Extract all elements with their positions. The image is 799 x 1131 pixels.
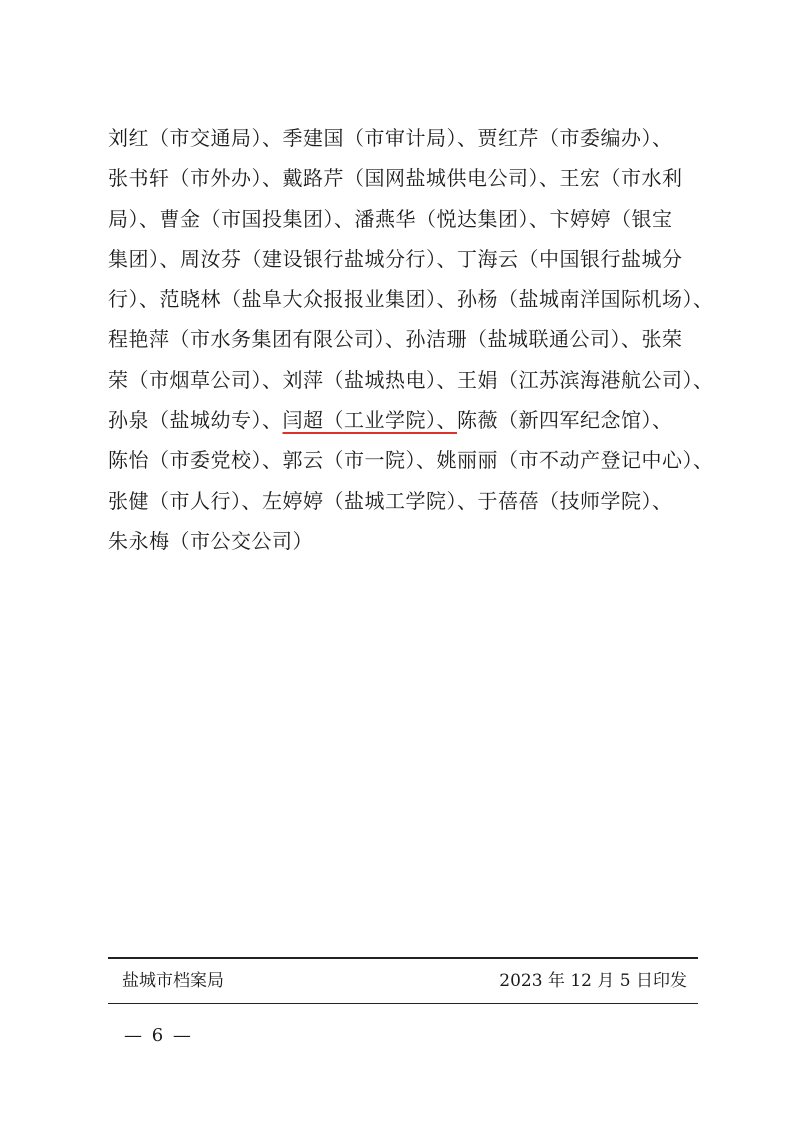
text-line: [108, 400, 708, 440]
issuer: 盐城市档案局: [122, 971, 224, 991]
text-line: 刘红（市交通局）、季建国（市审计局）、贾红芹（市委编办）、: [108, 126, 673, 150]
text-segment: 孙泉（盐城幼专）、: [108, 408, 283, 433]
text-line: 荣（市烟草公司）、刘萍（盐城热电）、王娟（江苏滨海港航公司）、: [108, 367, 714, 392]
footer-top-rule: [108, 957, 698, 959]
name-list: [108, 118, 714, 561]
text-line: 张健（市人行）、左婷婷（盐城工学院）、于蓓蓓（技师学院）、: [108, 488, 673, 513]
page-number: — 6 —: [124, 1025, 193, 1046]
highlighted-entry: 闫超（工业学院）、: [282, 408, 457, 433]
text-line: 张书轩（市外办）、戴路芹（国网盐城供电公司）、王宏（市水利: [108, 166, 683, 191]
text-line: 局）、曹金（市国投集团）、潘燕华（悦达集团）、卞婷婷（银宝: [108, 206, 673, 231]
text-line: 陈怡（市委党校）、郭云（市一院）、姚丽丽（市不动产登记中心）、: [108, 448, 714, 473]
text-line: 程艳萍（市水务集团有限公司）、孙洁珊（盐城联通公司）、张荣: [108, 327, 683, 352]
issue-date: 2023 年 12 月 5 日印发: [499, 971, 687, 991]
text-line: 行）、范晓林（盐阜大众报报业集团）、孙杨（盐城南洋国际机场）、: [108, 287, 714, 312]
text-segment: 陈薇（新四军纪念馆）、: [457, 408, 673, 433]
footer-bottom-rule: [108, 1003, 698, 1004]
text-line: 朱永梅（市公交公司）: [108, 528, 313, 553]
text-line: 集团）、周汝芬（建设银行盐城分行）、丁海云（中国银行盐城分: [108, 246, 683, 271]
